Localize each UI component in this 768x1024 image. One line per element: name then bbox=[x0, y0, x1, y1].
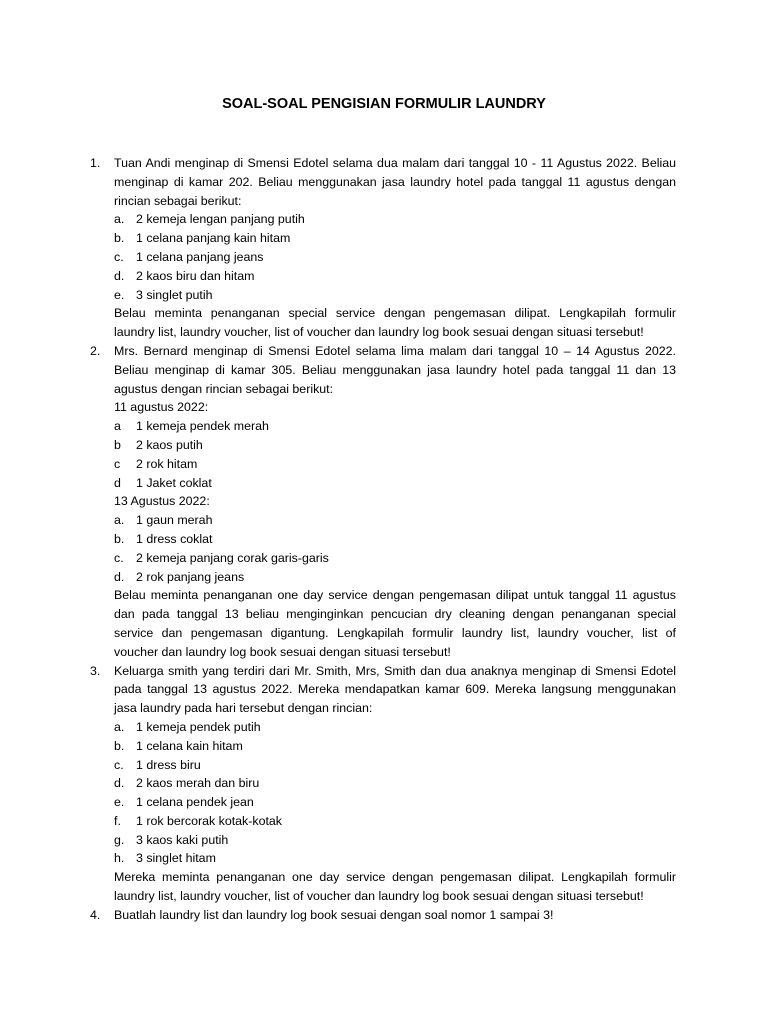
sub-item-marker: b. bbox=[114, 738, 125, 753]
sub-list-item bbox=[114, 474, 676, 493]
paragraph-line: dan pada tanggal 13 beliau menginginkan pencucian dry cleaning dengan penanganan special bbox=[114, 607, 676, 622]
sub-item-text: 2 rok panjang jeans bbox=[136, 569, 245, 584]
sub-list bbox=[114, 417, 676, 492]
sub-list-item bbox=[114, 530, 676, 549]
sub-list-item bbox=[114, 417, 676, 436]
sub-list-item bbox=[114, 793, 676, 812]
sub-list-item bbox=[114, 549, 676, 568]
sub-item-marker: a. bbox=[114, 513, 125, 528]
sub-list-item bbox=[114, 455, 676, 474]
question-body bbox=[114, 342, 676, 662]
sub-item-text: 1 celana panjang jeans bbox=[136, 249, 264, 264]
question-body bbox=[114, 906, 676, 925]
sub-list-item bbox=[114, 286, 676, 305]
sub-item-text: 2 rok hitam bbox=[136, 456, 198, 471]
sub-item-marker: b. bbox=[114, 531, 125, 546]
sub-item-marker: c bbox=[114, 456, 121, 471]
sub-list-item bbox=[114, 718, 676, 737]
sub-list-item bbox=[114, 756, 676, 775]
sub-item-marker: a. bbox=[114, 719, 125, 734]
question-body bbox=[114, 662, 676, 906]
paragraph-line: voucher dan laundry log book sesuai dengan situasi tersebut! bbox=[114, 644, 451, 659]
paragraph-line: 13 Agustus 2022: bbox=[114, 494, 210, 509]
paragraph bbox=[114, 492, 676, 511]
paragraph bbox=[114, 304, 676, 342]
sub-item-marker: a. bbox=[114, 212, 125, 227]
sub-item-marker: b. bbox=[114, 231, 125, 246]
paragraph-line: pada tanggal 13 agustus 2022. Mereka mendapatkan kamar 609. Mereka langsung menggunakan bbox=[114, 682, 676, 697]
sub-item-text: 1 dress biru bbox=[136, 757, 201, 772]
paragraph-line: Mereka meminta penanganan one day service dengan pengemasan dilipat. Lengkapilah formulir bbox=[114, 870, 676, 885]
paragraph-line: laundry list, laundry voucher, list of voucher dan laundry log book sesuai dengan situasi tersebut! bbox=[114, 889, 644, 904]
paragraph bbox=[114, 662, 676, 718]
sub-list-item bbox=[114, 812, 676, 831]
paragraph-line: Tuan Andi menginap di Smensi Edotel selama dua malam dari tanggal 10 - 11 Agustus 2022. Beliau bbox=[114, 156, 676, 170]
sub-item-text: 3 singlet hitam bbox=[136, 851, 216, 866]
sub-item-text: 2 kaos merah dan biru bbox=[136, 776, 260, 791]
question-2 bbox=[90, 342, 676, 662]
sub-item-text: 2 kaos putih bbox=[136, 437, 203, 452]
sub-item-text: 1 celana pendek jean bbox=[136, 795, 254, 810]
sub-item-marker: d. bbox=[114, 268, 125, 283]
sub-list-item bbox=[114, 248, 676, 267]
paragraph-line: Buatlah laundry list dan laundry log book sesuai dengan soal nomor 1 sampai 3! bbox=[114, 907, 554, 922]
sub-item-marker: e. bbox=[114, 795, 125, 810]
sub-item-text: 3 singlet putih bbox=[136, 287, 213, 302]
sub-list-item bbox=[114, 210, 676, 229]
sub-item-text: 2 kemeja panjang corak garis-garis bbox=[136, 550, 329, 565]
paragraph-line: Beliau menginap di kamar 305. Beliau menggunakan jasa laundry hotel pada tanggal 11 dan 13 bbox=[114, 362, 676, 377]
sub-item-marker: d. bbox=[114, 569, 125, 584]
question-list bbox=[90, 154, 676, 925]
sub-item-text: 1 kemeja pendek putih bbox=[136, 719, 261, 734]
sub-item-marker: c. bbox=[114, 757, 124, 772]
question-4 bbox=[90, 906, 676, 925]
sub-item-text: 2 kaos biru dan hitam bbox=[136, 268, 255, 283]
paragraph bbox=[114, 398, 676, 417]
sub-list bbox=[114, 718, 676, 868]
sub-item-marker: d. bbox=[114, 776, 125, 791]
paragraph-line: 11 agustus 2022: bbox=[114, 400, 209, 415]
question-3 bbox=[90, 662, 676, 906]
sub-item-text: 1 kemeja pendek merah bbox=[136, 419, 269, 434]
paragraph bbox=[114, 586, 676, 661]
paragraph-line: Mrs. Bernard menginap di Smensi Edotel selama lima malam dari tanggal 10 – 14 Agustus 2022. bbox=[114, 343, 676, 358]
sub-item-marker: d bbox=[114, 475, 121, 490]
sub-item-marker: a bbox=[114, 419, 121, 434]
question-number: 1. bbox=[90, 156, 101, 170]
sub-item-text: 1 celana panjang kain hitam bbox=[136, 231, 291, 246]
sub-list bbox=[114, 210, 676, 304]
sub-list bbox=[114, 511, 676, 586]
sub-item-marker: h. bbox=[114, 851, 125, 866]
question-body bbox=[114, 154, 676, 342]
paragraph-line: Belau meminta penanganan one day service dengan pengemasan dilipat untuk tanggal 11 agustus bbox=[114, 588, 676, 603]
sub-item-marker: c. bbox=[114, 550, 124, 565]
paragraph-line: laundry list, laundry voucher, list of voucher dan laundry log book sesuai dengan situasi tersebut! bbox=[114, 325, 644, 340]
sub-item-text: 3 kaos kaki putih bbox=[136, 832, 229, 847]
paragraph bbox=[114, 154, 676, 210]
sub-list-item bbox=[114, 267, 676, 286]
sub-item-marker: e. bbox=[114, 287, 125, 302]
sub-item-marker: b bbox=[114, 437, 121, 452]
sub-list-item bbox=[114, 436, 676, 455]
sub-item-text: 1 rok bercorak kotak-kotak bbox=[136, 813, 282, 828]
sub-list-item bbox=[114, 229, 676, 248]
sub-list-item bbox=[114, 737, 676, 756]
sub-item-text: 1 gaun merah bbox=[136, 513, 213, 528]
question-number: 4. bbox=[90, 907, 101, 922]
sub-list-item bbox=[114, 849, 676, 868]
paragraph bbox=[114, 342, 676, 398]
sub-list-item bbox=[114, 774, 676, 793]
paragraph-line: service dan pengemasan digantung. Lengkapilah formulir laundry list, laundry voucher, list of bbox=[114, 625, 676, 640]
sub-list-item bbox=[114, 568, 676, 587]
sub-item-text: 1 dress coklat bbox=[136, 531, 213, 546]
sub-item-text: 1 celana kain hitam bbox=[136, 738, 243, 753]
paragraph-line: rincian sebagai berikut: bbox=[114, 193, 242, 208]
sub-item-marker: c. bbox=[114, 249, 124, 264]
sub-item-text: 1 Jaket coklat bbox=[136, 475, 212, 490]
paragraph bbox=[114, 868, 676, 906]
question-number: 2. bbox=[90, 343, 101, 358]
sub-list-item bbox=[114, 511, 676, 530]
sub-item-marker: f. bbox=[114, 813, 121, 828]
sub-item-marker: g. bbox=[114, 832, 125, 847]
sub-item-text: 2 kemeja lengan panjang putih bbox=[136, 212, 305, 227]
paragraph-line: Belau meminta penanganan special service dengan pengemasan dilipat. Lengkapilah formulir bbox=[114, 306, 676, 321]
document-title: SOAL-SOAL PENGISIAN FORMULIR LAUNDRY bbox=[222, 96, 546, 112]
question-number: 3. bbox=[90, 663, 101, 678]
paragraph-line: Keluarga smith yang terdiri dari Mr. Smith, Mrs, Smith dan dua anaknya menginap di Smensi Edotel bbox=[114, 663, 676, 678]
paragraph bbox=[114, 906, 676, 925]
sub-list-item bbox=[114, 831, 676, 850]
paragraph-line: jasa laundry pada hari tersebut dengan rincian: bbox=[114, 701, 373, 716]
paragraph-line: agustus dengan rincian sebagai berikut: bbox=[114, 381, 334, 396]
question-1 bbox=[90, 154, 676, 342]
paragraph-line: menginap di kamar 202. Beliau menggunakan jasa laundry hotel pada tanggal 11 agustus dengan bbox=[114, 174, 676, 189]
